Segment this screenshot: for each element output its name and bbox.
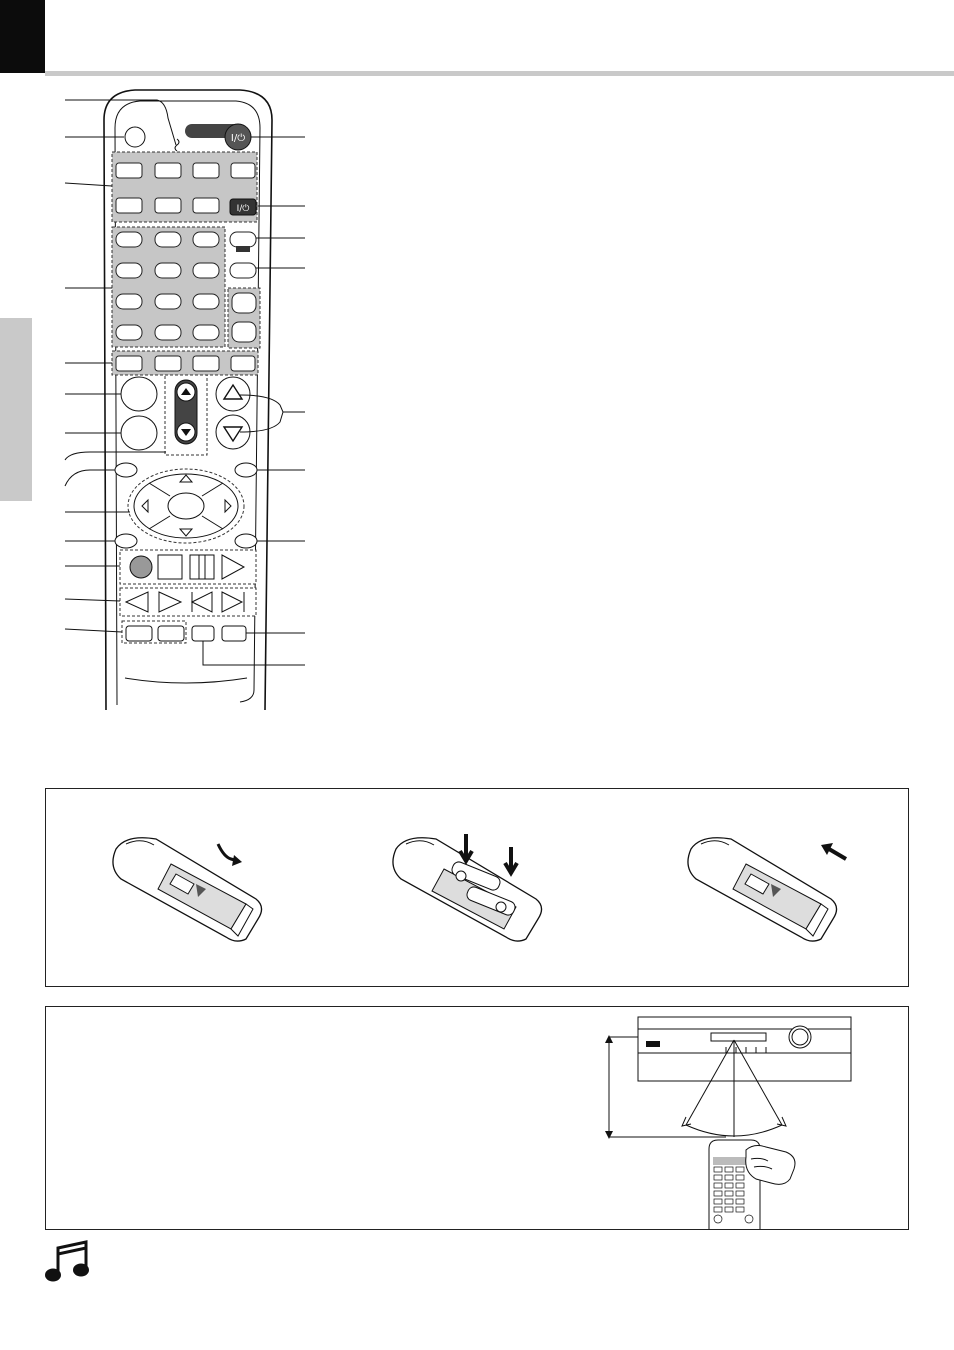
battery-steps-illustration: [46, 789, 908, 986]
receiver-unit-illustration: [638, 1017, 851, 1081]
battery-insert-illustration: [393, 834, 542, 941]
standby-label: I/⏻: [236, 204, 250, 214]
header-rule: [45, 71, 954, 76]
operating-range-panel: [45, 1006, 909, 1230]
pause-icon: [190, 555, 214, 579]
remote-top-button: [125, 127, 145, 147]
power-label: I/⏻: [230, 133, 246, 144]
operating-range-illustration: [46, 1007, 908, 1229]
remote-control-illustration: [0, 80, 320, 720]
remote-hand-illustration: [709, 1140, 795, 1229]
record-icon: [130, 556, 152, 578]
music-note-icon: [44, 1240, 90, 1284]
stop-icon: [158, 555, 182, 579]
battery-cover-open-illustration: [113, 838, 262, 941]
section-header-block: [0, 0, 45, 73]
battery-cover-close-illustration: [688, 838, 846, 941]
battery-installation-panel: [45, 788, 909, 987]
